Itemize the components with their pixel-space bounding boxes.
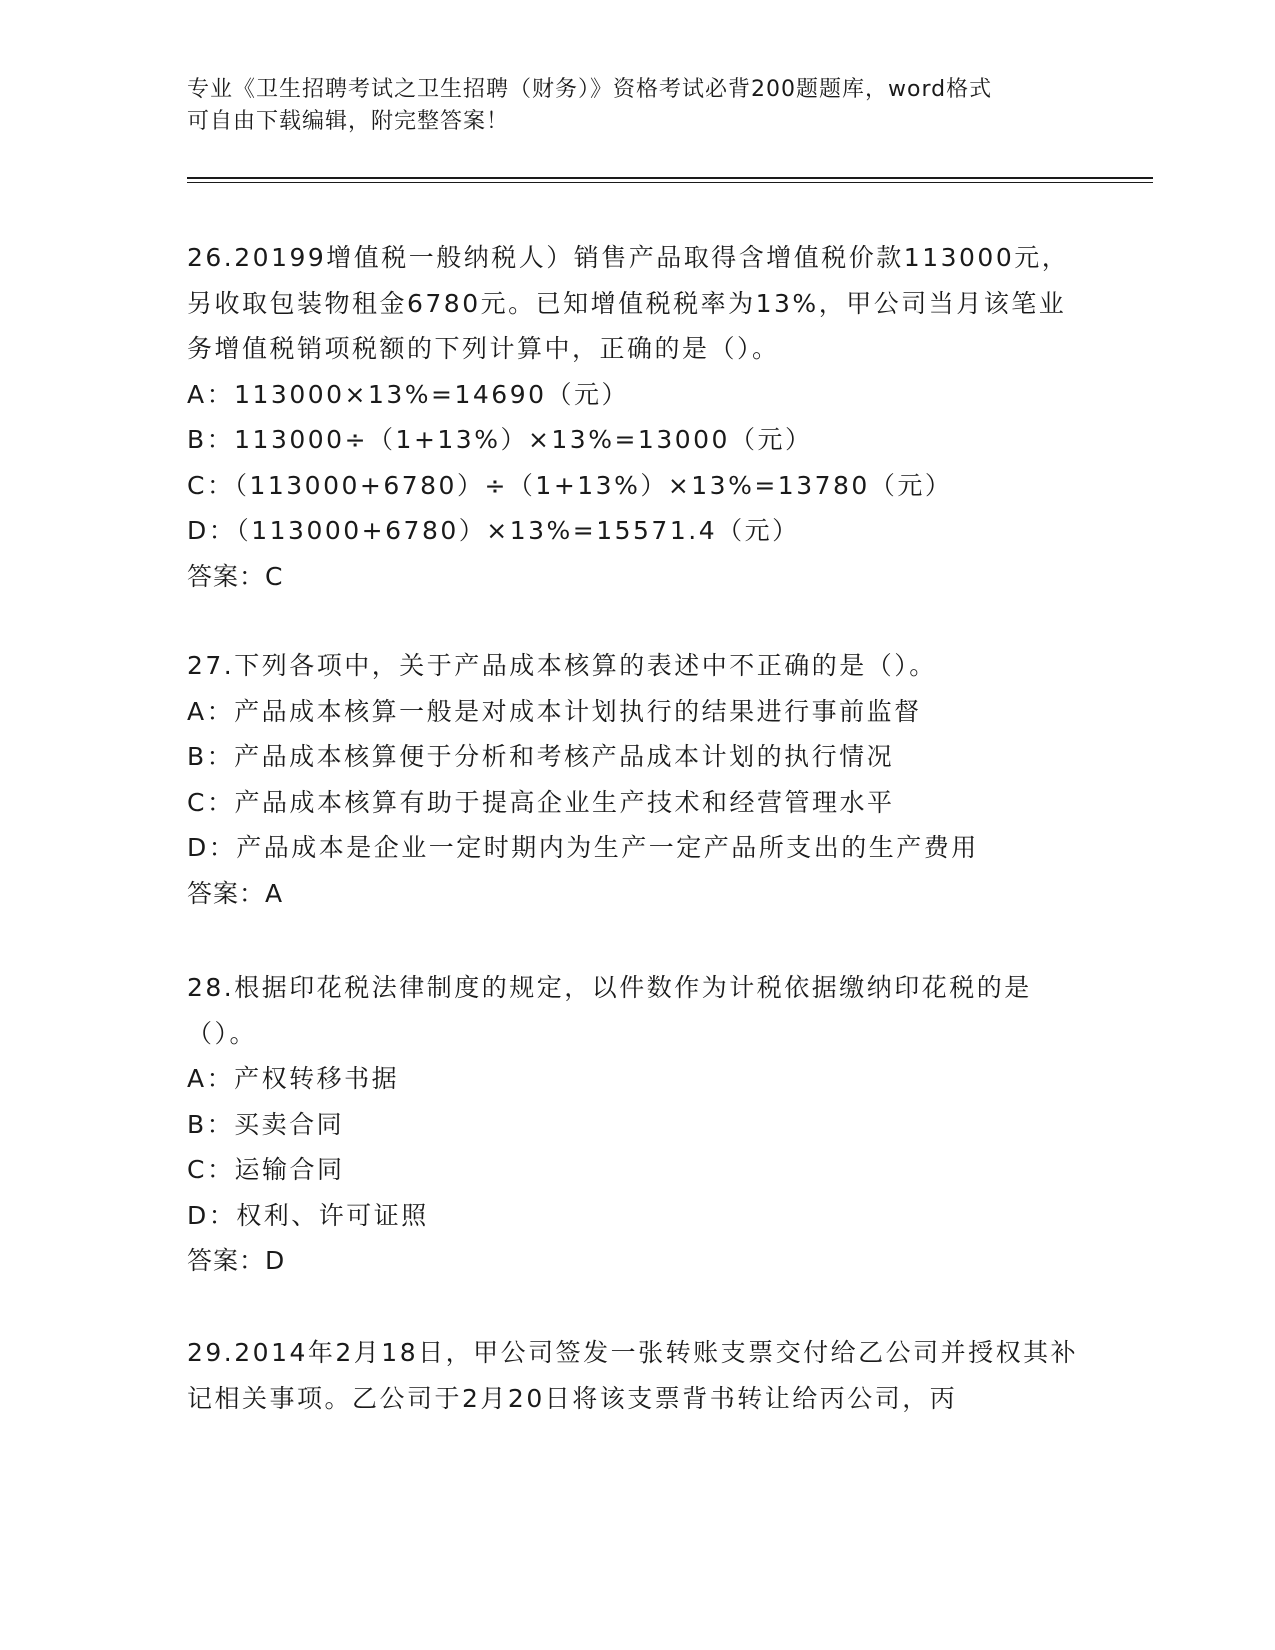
question-stem: 29.2014年2月18日，甲公司签发一张转账支票交付给乙公司并授权其补记相关事项。乙公司于2月20日将该支票背书转让给丙公司，丙 [187,1338,1079,1413]
answer: 答案：D [187,1246,286,1275]
option-a: A：113000×13%=14690（元） [187,379,630,409]
option-c: C：产品成本核算有助于提高企业生产技术和经营管理水平 [187,787,895,817]
option-a: A：产品成本核算一般是对成本计划执行的结果进行事前监督 [187,696,922,726]
question-stem: 27.下列各项中，关于产品成本核算的表述中不正确的是（）。 [187,651,937,680]
question-26 [187,235,1087,599]
answer: 答案：A [187,878,284,908]
header-line-2: 可自由下载编辑，附完整答案！ [187,109,510,134]
question-stem: 26.20199增值税一般纳税人）销售产品取得含增值税价款113000元，另收取包装物租金6780元。已知增值税税率为13%，甲公司当月该笔业务增值税销项税额的下列计算中，正确的是（）。 [187,243,1070,363]
option-d: D：（113000+6780）×13%=15571.4（元） [187,516,800,545]
header-rule-thick [187,177,1153,179]
option-c: C：（113000+6780）÷（1+13%）×13%=13780（元） [187,470,953,500]
header-line-1: 专业《卫生招聘考试之卫生招聘（财务）》资格考试必背200题题库，word格式 [187,77,993,102]
option-b: B：产品成本核算便于分析和考核产品成本计划的执行情况 [187,742,895,771]
option-b: B：买卖合同 [187,1109,345,1139]
question-28 [187,965,1087,1284]
option-d: D：权利、许可证照 [187,1200,429,1230]
question-29 [187,1330,1087,1421]
option-b: B：113000÷（1+13%）×13%=13000（元） [187,425,813,454]
header-rule-thin [187,182,1153,183]
option-d: D：产品成本是企业一定时期内为生产一定产品所支出的生产费用 [187,833,979,862]
option-a: A：产权转移书据 [187,1064,400,1093]
option-c: C：运输合同 [187,1155,345,1184]
answer: 答案：C [187,561,284,591]
document-header [187,74,1067,138]
question-stem: 28.根据印花税法律制度的规定，以件数作为计税依据缴纳印花税的是（）。 [187,973,1032,1048]
question-27 [187,643,1087,916]
